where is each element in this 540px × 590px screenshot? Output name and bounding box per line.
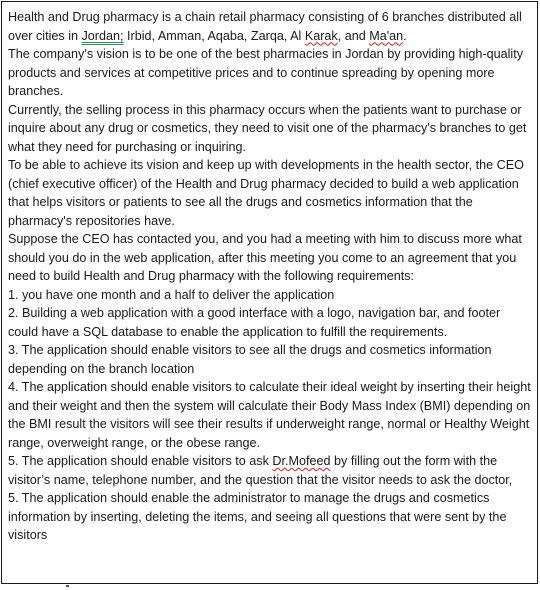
text-box[interactable]: [1, 1, 538, 584]
paragraph-11: [8, 489, 531, 545]
text-run: To be able to achieve its vision and keep up with developments in the health sector, the CEO (chief executive officer) of the Health and Drug pharmacy decided to build a web application that helps visitors or patients to see all the drugs and cosmetics information that the pharmacy's repositories have.: [8, 158, 524, 228]
paragraph-4: [8, 156, 531, 230]
spelling-flagged-text: Ma'an: [369, 28, 404, 43]
spelling-flagged-text: Karak: [304, 28, 338, 43]
text-run: 4. The application should enable visitors to calculate their ideal weight by inserting their height and their weight and then the system will calculate their Body Mass Index (BMI) depending on the BMI result the visitors will see their results if underweight range, normal or Healthy Weight range, overweight range, or the obese range.: [8, 380, 531, 450]
paragraph-6: [8, 286, 531, 305]
paragraph-10: [8, 452, 531, 489]
text-run: 5. The application should enable the administrator to manage the drugs and cosmetics information by inserting, deleting the items, and seeing all questions that were sent by the visitors: [8, 491, 507, 542]
text-run: by filling out the form with the visitor’s name, telephone number, and the question that the visitor needs to ask the doctor,: [8, 454, 513, 487]
paragraph-2: [8, 45, 531, 101]
text-run: 5. The application should enable visitors to ask: [8, 454, 273, 468]
paragraph-7: [8, 304, 531, 341]
paragraph-9: [8, 378, 531, 452]
page-edge-mark: [66, 585, 69, 587]
paragraph-1: [8, 8, 531, 45]
grammar-flagged-text: Jordan;: [81, 28, 124, 43]
text-run: 2. Building a web application with a good interface with a logo, navigation bar, and footer could have a SQL database to enable the application to fulfill the requirements.: [8, 306, 501, 339]
paragraph-3: [8, 101, 531, 157]
text-run: 3. The application should enable visitors to see all the drugs and cosmetics information depending on the branch location: [8, 343, 492, 376]
paragraph-8: [8, 341, 531, 378]
text-run: Suppose the CEO has contacted you, and you had a meeting with him to discuss more what should you do in the web application, after this meeting you come to an agreement that you need to build Health and Drug pharmacy with the following requirements:: [8, 232, 522, 283]
text-run: 1. you have one month and a half to deliver the application: [8, 287, 335, 302]
text-run: The company’s vision is to be one of the best pharmacies in Jordan by providing high-quality products and services at competitive prices and to continue spreading by opening more branches.: [8, 47, 524, 98]
text-run: .: [403, 28, 407, 43]
text-run: , and: [337, 28, 370, 43]
text-run: Currently, the selling process in this pharmacy occurs when the patients want to purchase or inquire about any drug or cosmetics, they need to visit one of the pharmacy's branches to get what they need for purchasing or inquiring.: [8, 102, 527, 154]
paragraph-5: [8, 230, 531, 286]
spelling-flagged-text: Dr.Mofeed: [272, 454, 331, 468]
text-run: Irbid, Amman, Aqaba, Zarqa, Al: [123, 28, 305, 43]
text-run: Health and Drug pharmacy is a chain retail pharmacy consisting of 6 branches distributed all over cities in: [8, 10, 522, 43]
